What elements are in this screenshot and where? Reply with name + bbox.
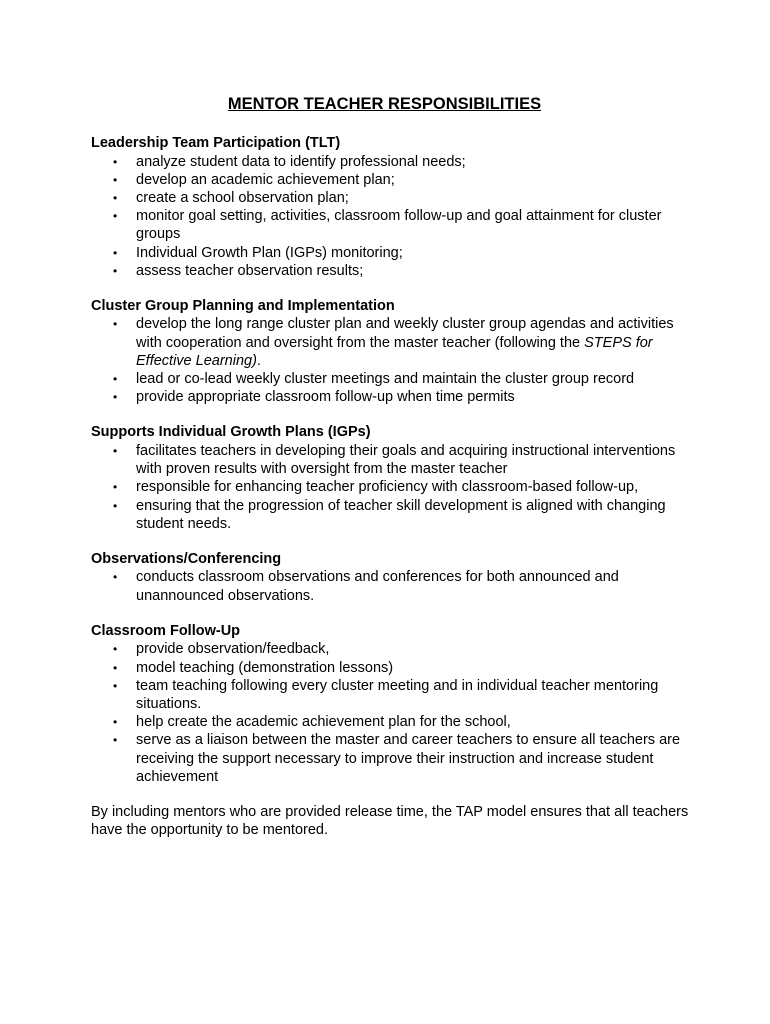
list-item [91, 497, 690, 533]
list-item-text: create a school observation plan; [136, 189, 349, 206]
list-item-text: analyze student data to identify professional needs; [136, 153, 466, 170]
list-item-text: help create the academic achievement plan for the school, [136, 714, 511, 731]
section-heading: Cluster Group Planning and Implementation [91, 297, 395, 314]
list-item-text: ensuring that the progression of teacher skill development is aligned with changing student needs. [136, 497, 666, 532]
list-item-text: develop an academic achievement plan; [136, 171, 395, 188]
list-item-text: develop the long range cluster plan and weekly cluster group agendas and activities with cooperation and oversight from the master teacher (following the [136, 316, 674, 351]
section-heading: Observations/Conferencing [91, 550, 282, 567]
bullet-icon: • [113, 715, 118, 730]
document-title: MENTOR TEACHER RESPONSIBILITIES [227, 95, 542, 113]
bullet-list [91, 315, 690, 406]
bullet-icon: • [113, 263, 118, 278]
list-item-text: conducts classroom observations and conferences for both announced and unannounced observations. [136, 569, 619, 604]
bullet-icon: • [113, 317, 118, 332]
section-heading: Leadership Team Participation (TLT) [91, 135, 341, 151]
list-item [91, 315, 690, 370]
section-observations-conferencing [91, 550, 690, 605]
list-item-text: serve as a liaison between the master and career teachers to ensure all teachers are receiving the support necessary to improve their instruction and increase student achievement [136, 732, 681, 785]
bullet-icon: • [113, 390, 118, 405]
list-item-text: lead or co-lead weekly cluster meetings and maintain the cluster group record [136, 371, 635, 388]
bullet-icon: • [113, 245, 118, 260]
list-item [91, 442, 690, 478]
list-item-text-tail: . [256, 352, 261, 369]
bullet-icon: • [113, 733, 118, 748]
bullet-icon: • [113, 570, 118, 585]
list-item [91, 262, 690, 280]
section-classroom-follow-up [91, 622, 690, 786]
section-leadership-team-participation [91, 134, 690, 280]
list-item-text: team teaching following every cluster meeting and in individual teacher mentoring situations. [136, 677, 659, 712]
list-item [91, 207, 690, 243]
bullet-icon: • [113, 642, 118, 657]
bullet-icon: • [113, 209, 118, 224]
list-item-text: monitor goal setting, activities, classroom follow-up and goal attainment for cluster groups [136, 208, 662, 243]
section-supports-igps [91, 423, 690, 533]
list-item [91, 244, 690, 262]
list-item [91, 731, 690, 786]
section-heading: Supports Individual Growth Plans (IGPs) [91, 424, 371, 441]
bullet-icon: • [113, 372, 118, 387]
bullet-list [91, 153, 690, 280]
list-item [91, 171, 690, 189]
bullet-icon: • [113, 154, 118, 169]
list-item [91, 677, 690, 713]
bullet-list [91, 442, 690, 533]
bullet-list [91, 640, 690, 786]
list-item-text: Individual Growth Plan (IGPs) monitoring; [136, 244, 403, 261]
list-item-text: provide observation/feedback, [136, 641, 330, 658]
bullet-icon: • [113, 660, 118, 675]
list-item [91, 189, 690, 207]
list-item [91, 659, 690, 677]
bullet-list [91, 568, 690, 604]
bullet-icon: • [113, 678, 118, 693]
list-item [91, 713, 690, 731]
list-item-italic-text: STEPS for Effective Learning) [136, 334, 653, 369]
section-cluster-group-planning [91, 297, 690, 407]
list-item-text: responsible for enhancing teacher proficiency with classroom-based follow-up, [136, 479, 639, 496]
list-item-text: facilitates teachers in developing their goals and acquiring instructional interventions with proven results with oversight from the master teacher [136, 442, 676, 478]
list-item-text: model teaching (demonstration lessons) [136, 659, 394, 676]
list-item [91, 370, 690, 388]
list-item [91, 478, 690, 496]
section-heading: Classroom Follow-Up [91, 622, 241, 639]
list-item-text: assess teacher observation results; [136, 262, 364, 279]
bullet-icon: • [113, 443, 118, 458]
bullet-icon: • [113, 498, 118, 513]
list-item [91, 568, 690, 604]
list-item [91, 640, 690, 658]
bullet-icon: • [113, 480, 118, 495]
bullet-icon: • [113, 172, 118, 187]
list-item-text: provide appropriate classroom follow-up when time permits [136, 389, 515, 406]
bullet-icon: • [113, 190, 118, 205]
closing-paragraph: By including mentors who are provided release time, the TAP model ensures that all teachers have the opportunity to be mentored. [91, 803, 689, 839]
list-item [91, 153, 690, 171]
list-item [91, 388, 690, 406]
